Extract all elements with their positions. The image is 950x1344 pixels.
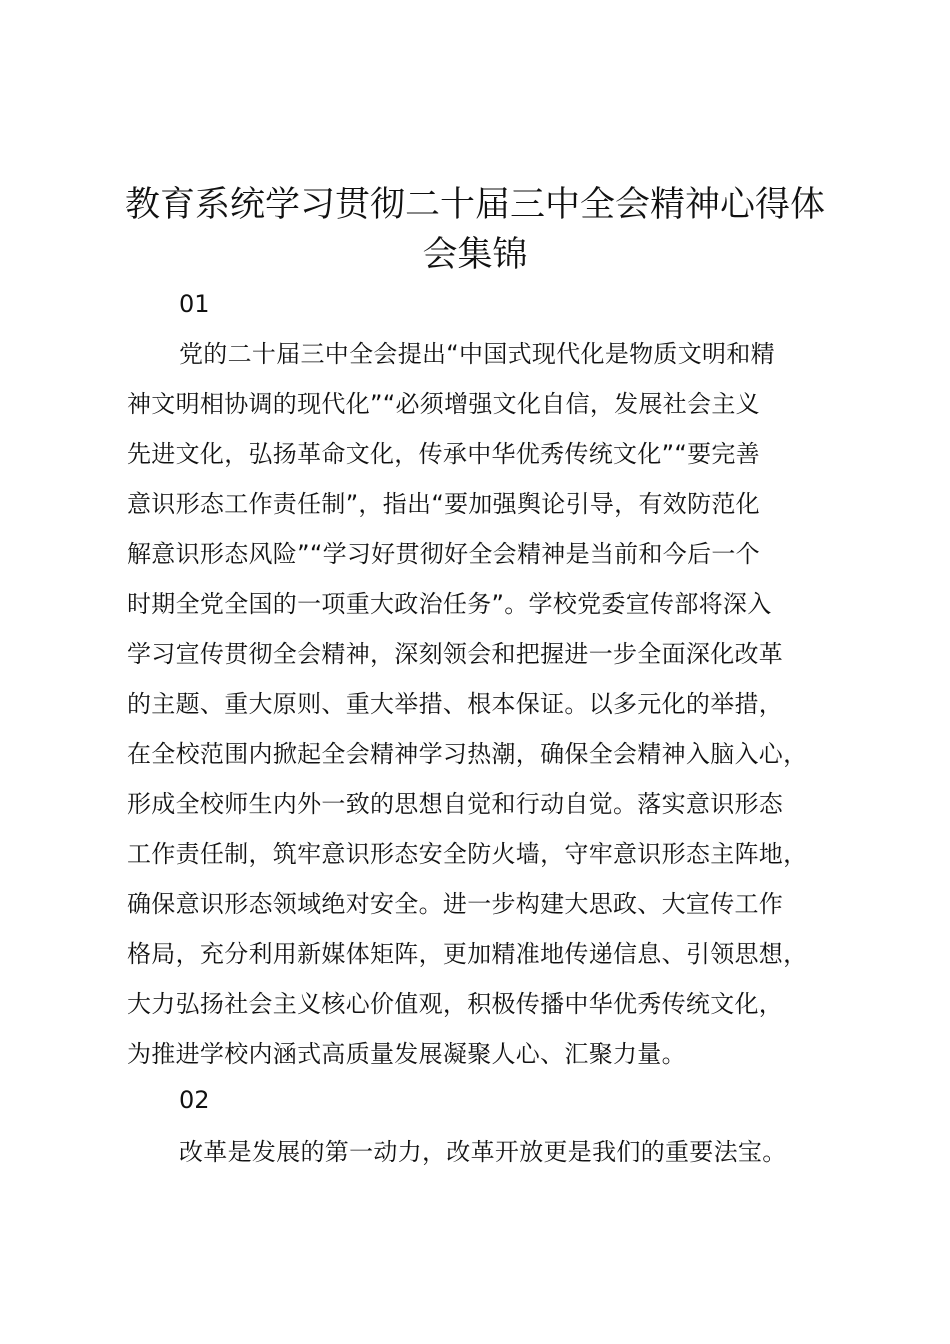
section-number-02: 02 [179, 1086, 210, 1114]
paragraph-line: 格局，充分利用新媒体矩阵，更加精准地传递信息、引领思想， [127, 940, 808, 968]
paragraph-line: 意识形态工作责任制”，指出“要加强舆论引导，有效防范化 [127, 490, 760, 518]
paragraph-line: 在全校范围内掀起全会精神学习热潮，确保全会精神入脑入心， [127, 740, 808, 768]
paragraph-line: 党的二十届三中全会提出“中国式现代化是物质文明和精 [179, 340, 775, 368]
paragraph-line: 确保意识形态领域绝对安全。进一步构建大思政、大宣传工作 [127, 890, 784, 918]
paragraph-line: 工作责任制，筑牢意识形态安全防火墙，守牢意识形态主阵地， [127, 840, 808, 868]
section-number-01: 01 [179, 290, 210, 318]
document-title-line-2: 会集锦 [422, 235, 528, 275]
document-title-line-1: 教育系统学习贯彻二十届三中全会精神心得体 [124, 185, 825, 225]
paragraph-line: 解意识形态风险”“学习好贯彻好全会精神是当前和今后一个 [127, 540, 760, 568]
paragraph-line: 大力弘扬社会主义核心价值观，积极传播中华优秀传统文化， [127, 990, 784, 1018]
paragraph-line: 时期全党全国的一项重大政治任务”。学校党委宣传部将深入 [127, 590, 772, 618]
paragraph-line: 学习宣传贯彻全会精神，深刻领会和把握进一步全面深化改革 [127, 640, 784, 668]
paragraph-line: 形成全校师生内外一致的思想自觉和行动自觉。落实意识形态 [127, 790, 784, 818]
paragraph-line: 改革是发展的第一动力，改革开放更是我们的重要法宝。 [179, 1138, 787, 1166]
paragraph-line: 神文明相协调的现代化”“必须增强文化自信，发展社会主义 [127, 390, 760, 418]
paragraph-line: 为推进学校内涵式高质量发展凝聚人心、汇聚力量。 [127, 1040, 686, 1068]
paragraph-line: 的主题、重大原则、重大举措、根本保证。以多元化的举措， [127, 690, 784, 718]
paragraph-line: 先进文化，弘扬革命文化，传承中华优秀传统文化”“要完善 [127, 440, 760, 468]
